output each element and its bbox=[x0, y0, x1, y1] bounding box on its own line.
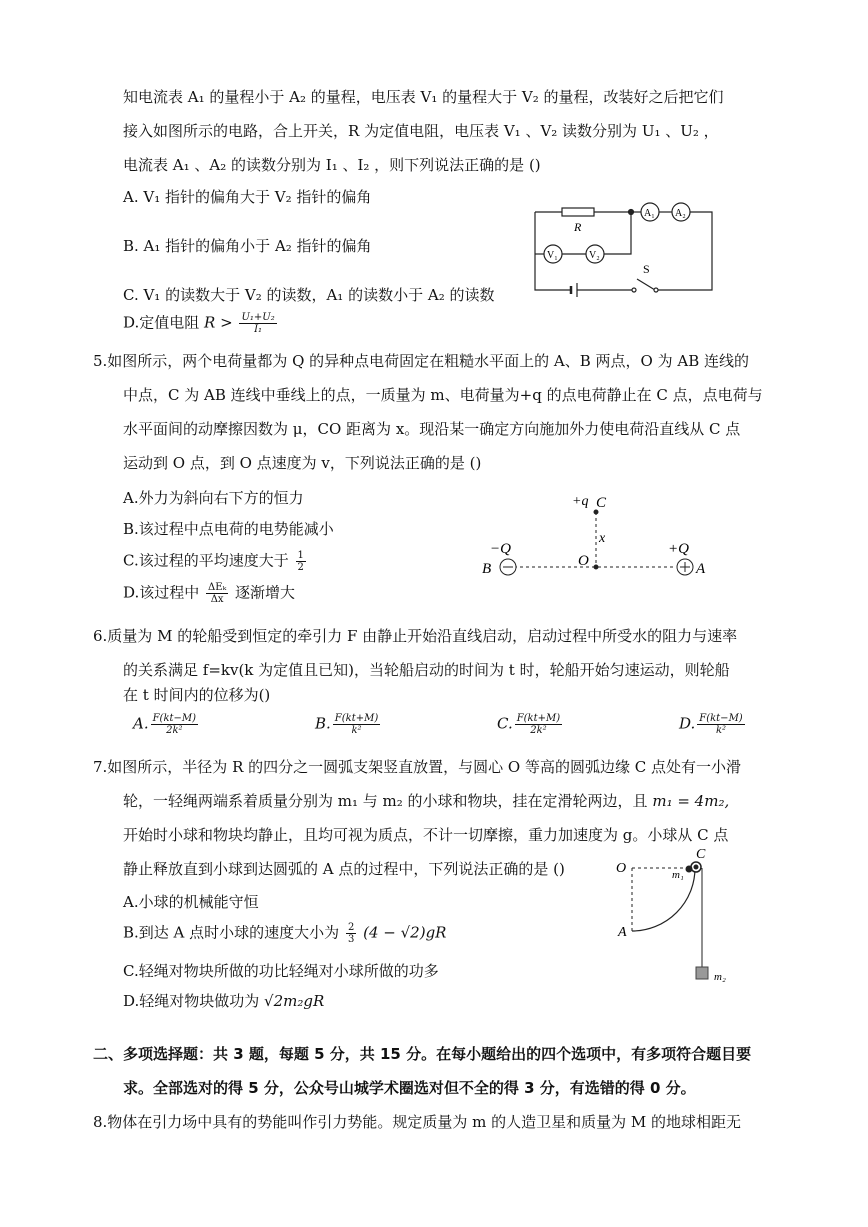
q7-stem-line1: 7.如图所示，半径为 R 的四分之一圆弧支架竖直放置，与圆心 O 等高的圆弧边缘 C 点处有一小滑 bbox=[93, 758, 741, 776]
q4-label-S: S bbox=[643, 262, 650, 276]
q7-option-c: C.轻绳对物块所做的功比轻绳对小球所做的功多 bbox=[123, 962, 439, 980]
q6-option-a-fraction bbox=[151, 713, 198, 736]
q7-stem-line4: 静止释放直到小球到达圆弧的 A 点的过程中，下列说法正确的是 () bbox=[123, 860, 565, 878]
q6-option-d-denominator: k² bbox=[715, 725, 727, 736]
q4-stem-line3: 电流表 A₁ 、A₂ 的读数分别为 I₁ 、I₂ ，则下列说法正确的是 () bbox=[123, 156, 541, 174]
q4-label-A1: A₁ bbox=[644, 208, 655, 219]
q5-label-B: B bbox=[482, 561, 492, 577]
q5-stem-line3: 水平面间的动摩擦因数为 μ，CO 距离为 x。现沿某一确定方向施加外力使电荷沿直线从 C 点 bbox=[123, 420, 741, 438]
q5-label-positive-Q: +Q bbox=[668, 541, 689, 557]
q5-label-A: A bbox=[696, 561, 706, 577]
q7-label-m2: m₂ bbox=[714, 971, 726, 983]
q7-stem-line2-text: 轮，一轻绳两端系着质量分别为 m₁ 与 m₂ 的小球和物块，挂在定滑轮两边，且 bbox=[123, 792, 648, 810]
q5-option-d-suffix: 逐渐增大 bbox=[235, 583, 296, 602]
q6-option-a-denominator: 2k² bbox=[166, 725, 183, 736]
q8-stem-line1: 8.物体在引力场中具有的势能叫作引力势能。规定质量为 m 的人造卫星和质量为 M 的地球相距无 bbox=[93, 1113, 741, 1131]
q5-label-plus-q: +q bbox=[572, 494, 589, 509]
q5-label-negative-Q: −Q bbox=[490, 541, 511, 557]
q4-label-R: R bbox=[574, 220, 582, 234]
q7-option-d bbox=[123, 991, 324, 1011]
q6-stem-line2: 的关系满足 f=kv(k 为定值且已知)，当轮船启动的时间为 t 时，轮船开始匀速运动，则轮船 bbox=[123, 661, 730, 679]
section2-heading-line1: 二、多项选择题：共 3 题，每题 5 分，共 15 分。在每小题给出的四个选项中，有多项符合题目要 bbox=[93, 1045, 752, 1063]
q6-option-c-numerator: F(kt+M) bbox=[516, 713, 561, 724]
q7-label-C: C bbox=[696, 847, 706, 862]
q7-option-d-prefix: D.轻绳对物块做功为 bbox=[123, 992, 260, 1010]
q4-option-d bbox=[123, 312, 279, 335]
q5-label-O: O bbox=[578, 553, 589, 569]
q5-stem-line2: 中点，C 为 AB 连线中垂线上的点，一质量为 m、电荷量为+q 的点电荷静止在 C 点，点电荷与 bbox=[123, 386, 763, 404]
q5-option-d-denominator: Δx bbox=[210, 594, 224, 605]
q4-option-d-fraction bbox=[239, 312, 276, 335]
q6-option-a-numerator: F(kt−M) bbox=[152, 713, 197, 724]
q6-option-d-label: D. bbox=[679, 714, 696, 733]
q7-option-d-math: √2m₂gR bbox=[264, 992, 325, 1010]
q5-label-C: C bbox=[596, 495, 607, 511]
q7-option-b-numerator: 2 bbox=[347, 922, 355, 933]
q6-stem-line3: 在 t 时间内的位移为() bbox=[123, 686, 271, 704]
q5-option-c-numerator: 1 bbox=[297, 550, 304, 561]
q6-option-b-denominator: k² bbox=[351, 725, 362, 736]
q6-option-c-denominator: 2k² bbox=[530, 725, 547, 736]
q5-option-c-fraction bbox=[296, 550, 306, 573]
q7-arc-pulley-diagram bbox=[610, 840, 740, 1000]
q6-option-b-label: B. bbox=[315, 714, 331, 733]
q4-stem-line2: 接入如图所示的电路，合上开关，R 为定值电阻，电压表 V₁ 、V₂ 读数分别为 U₁ 、U₂ ， bbox=[123, 122, 719, 140]
q6-option-c bbox=[497, 713, 564, 736]
q5-stem-line4: 运动到 O 点，到 O 点速度为 v，下列说法正确的是 () bbox=[123, 454, 482, 472]
q4-option-a: A. V₁ 指针的偏角大于 V₂ 指针的偏角 bbox=[123, 188, 372, 206]
q6-option-d bbox=[679, 713, 747, 736]
q4-option-d-prefix: D.定值电阻 bbox=[123, 313, 200, 332]
q5-option-c-denominator: 2 bbox=[297, 562, 304, 573]
q6-option-d-numerator: F(kt−M) bbox=[699, 713, 743, 724]
q7-option-b-prefix: B.到达 A 点时小球的速度大小为 bbox=[123, 923, 340, 942]
q5-charges-diagram bbox=[478, 488, 718, 588]
q6-stem-line1: 6.质量为 M 的轮船受到恒定的牵引力 F 由静止开始沿直线启动，启动过程中所受水的阻力与速率 bbox=[93, 627, 738, 645]
q5-label-x: x bbox=[599, 531, 606, 546]
q6-option-a-label: A. bbox=[133, 714, 149, 733]
q4-option-d-numerator: U₁+U₂ bbox=[241, 312, 275, 323]
q6-option-c-label: C. bbox=[497, 714, 513, 733]
q7-option-b bbox=[123, 922, 446, 945]
q7-option-b-radical: (4 − √2)gR bbox=[363, 923, 447, 942]
q7-stem-line2 bbox=[123, 791, 729, 811]
q4-label-A2: A₂ bbox=[675, 208, 686, 219]
q5-option-d-fraction bbox=[206, 582, 228, 605]
q4-label-V2: V₂ bbox=[589, 250, 600, 261]
q4-option-d-math: R > bbox=[204, 313, 233, 332]
q7-stem-line3: 开始时小球和物块均静止，且均可视为质点，不计一切摩擦，重力加速度为 g。小球从 C 点 bbox=[123, 826, 729, 844]
q5-option-c bbox=[123, 550, 308, 573]
q6-option-b bbox=[315, 713, 382, 736]
q6-option-b-fraction bbox=[333, 713, 380, 736]
q5-option-d bbox=[123, 582, 295, 605]
q5-option-b: B.该过程中点电荷的电势能减小 bbox=[123, 520, 334, 538]
q4-option-d-denominator: I₁ bbox=[254, 324, 263, 335]
q6-option-c-fraction bbox=[515, 713, 562, 736]
section2-heading-line2: 求。全部选对的得 5 分，公众号山城学术圈选对但不全的得 3 分，有选错的得 0 分。 bbox=[123, 1079, 696, 1097]
q7-option-a: A.小球的机械能守恒 bbox=[123, 893, 259, 911]
q4-option-b: B. A₁ 指针的偏角小于 A₂ 指针的偏角 bbox=[123, 237, 372, 255]
q5-option-a: A.外力为斜向右下方的恒力 bbox=[123, 489, 304, 507]
q5-option-d-prefix: D.该过程中 bbox=[123, 583, 200, 602]
q4-circuit-diagram bbox=[525, 195, 720, 300]
q7-label-m1: m₁ bbox=[672, 869, 684, 881]
q7-option-b-denominator: 3 bbox=[347, 934, 355, 945]
q6-option-d-fraction bbox=[697, 713, 744, 736]
q4-option-c: C. V₁ 的读数大于 V₂ 的读数，A₁ 的读数小于 A₂ 的读数 bbox=[123, 286, 495, 304]
q7-label-A: A bbox=[618, 925, 627, 940]
q5-option-c-prefix: C.该过程的平均速度大于 bbox=[123, 551, 289, 570]
q6-option-a bbox=[133, 713, 200, 736]
q7-mass-relation: m₁ = 4m₂, bbox=[652, 792, 730, 810]
q4-label-V1: V₁ bbox=[547, 250, 558, 261]
q7-option-b-fraction bbox=[346, 922, 356, 945]
q5-stem-line1: 5.如图所示，两个电荷量都为 Q 的异种点电荷固定在粗糙水平面上的 A、B 两点，O 为 AB 连线的 bbox=[93, 352, 749, 370]
q6-option-b-numerator: F(kt+M) bbox=[334, 713, 379, 724]
q5-option-d-numerator: ΔEₖ bbox=[208, 582, 227, 593]
q4-stem-line1: 知电流表 A₁ 的量程小于 A₂ 的量程，电压表 V₁ 的量程大于 V₂ 的量程，改装好之后把它们 bbox=[123, 88, 724, 106]
q7-label-O: O bbox=[616, 861, 627, 876]
